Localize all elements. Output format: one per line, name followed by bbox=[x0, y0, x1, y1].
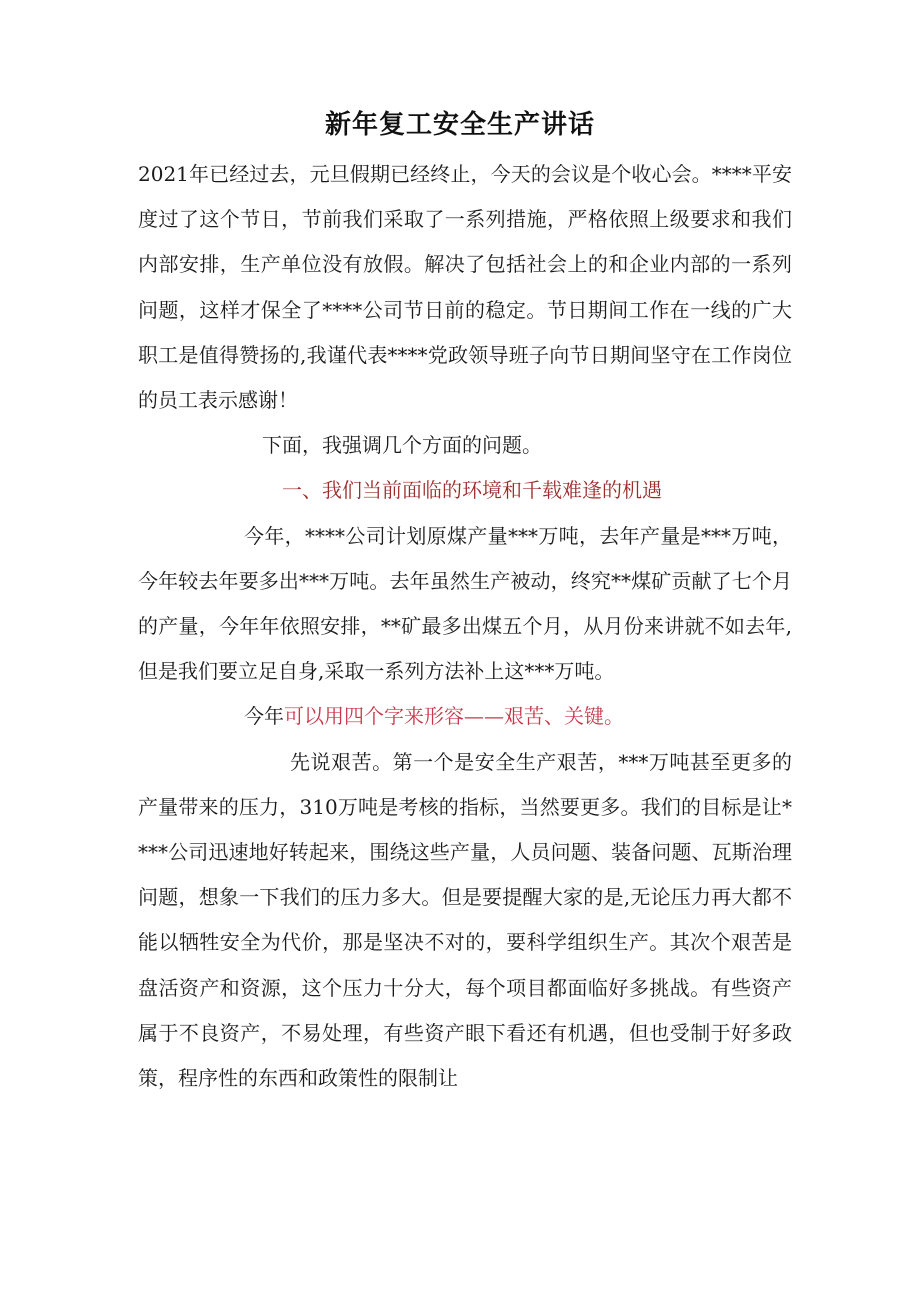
four-words-highlight: 可以用四个字来形容——艰苦、关键。 bbox=[284, 704, 624, 729]
paragraph-four-words bbox=[138, 694, 792, 739]
paragraph-hardship: 先说艰苦。第一个是安全生产艰苦，***万吨甚至更多的产量带来的压力，310万吨是考核的指标，当然要更多。我们的目标是让****公司迅速地好转起来，围绕这些产量，人员问题、装备问题、瓦斯治理问题，想象一下我们的压力多大。但是要提醒大家的是,无论压力再大都不能以牺牲安全为代价，那是坚决不对的，要科学组织生产。其次个艰苦是盘活资产和资源，这个压力十分大，每个项目都面临好多挑战。有些资产属于不良资产，不易处理，有些资产眼下看还有机遇，但也受制于好多政策，程序性的东西和政策性的限制让 bbox=[138, 749, 792, 1091]
document-body bbox=[138, 152, 792, 1101]
four-words-lead: 今年 bbox=[244, 704, 284, 729]
section-heading-1: 一、我们当前面临的环境和千载难逢的机遇 bbox=[282, 478, 662, 503]
document-title: 新年复工安全生产讲话 bbox=[324, 110, 595, 140]
paragraph-production-plan: 今年，****公司计划原煤产量***万吨，去年产量是***万吨，今年较去年要多出***万吨。去年虽然生产被动，终究**煤矿贡献了七个月的产量，今年年依照安排，**矿最多出煤五个月，从月份来讲就不如去年,但是我们要立足自身,采取一系列方法补上这***万吨。 bbox=[138, 523, 792, 684]
paragraph-intro: 2021年已经过去，元旦假期已经终止，今天的会议是个收心会。****平安度过了这个节日，节前我们采取了一系列措施，严格依照上级要求和我们内部安排，生产单位没有放假。解决了包括社会上的和企业内部的一系列问题，这样才保全了****公司节日前的稳定。节日期间工作在一线的广大职工是值得赞扬的,我谨代表****党政领导班子向节日期间坚守在工作岗位的员工表示感谢！ bbox=[138, 162, 792, 413]
paragraph-transition: 下面，我强调几个方面的问题。 bbox=[262, 433, 542, 458]
